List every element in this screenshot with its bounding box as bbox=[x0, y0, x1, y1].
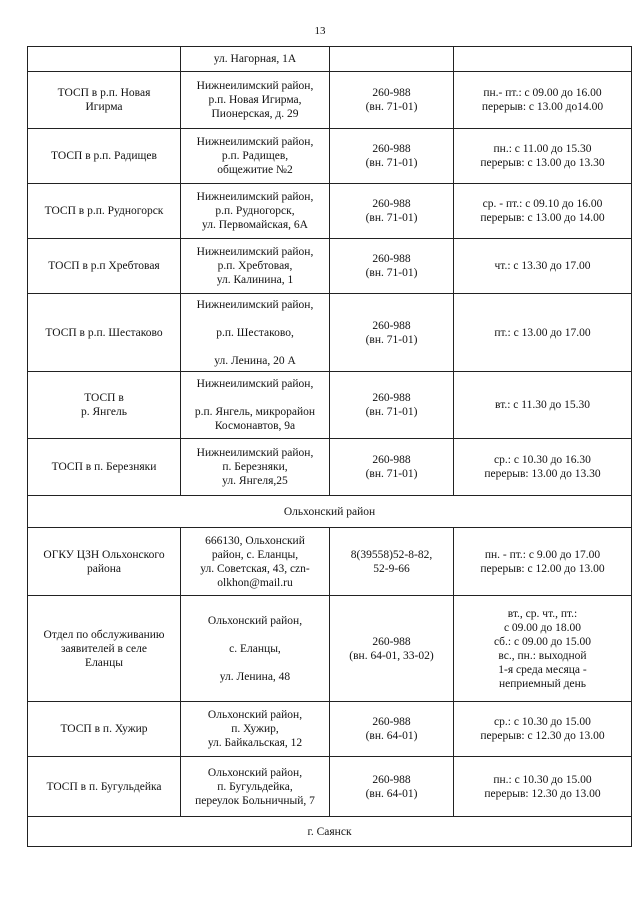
office-hours-cell: ср.: с 10.30 до 15.00 перерыв: с 12.30 до 13.00 bbox=[454, 702, 632, 757]
office-address-cell: Нижнеилимский район, р.п. Рудногорск, ул. Первомайская, 6А bbox=[181, 184, 330, 239]
office-phone-cell: 8(39558)52-8-82, 52-9-66 bbox=[330, 528, 454, 596]
office-hours-cell: пн. - пт.: с 9.00 до 17.00 перерыв: с 12.00 до 13.00 bbox=[454, 528, 632, 596]
table-row bbox=[28, 129, 632, 184]
table-row bbox=[28, 72, 632, 129]
office-address-cell: Нижнеилимский район, р.п. Новая Игирма, Пионерская, д. 29 bbox=[181, 72, 330, 129]
office-name-cell: ТОСП в р.п. Новая Игирма bbox=[28, 72, 181, 129]
table-row bbox=[28, 184, 632, 239]
office-hours-cell: вт.: с 11.30 до 15.30 bbox=[454, 372, 632, 439]
office-phone-cell: 260-988 (вн. 71-01) bbox=[330, 372, 454, 439]
office-name-cell: ТОСП в п. Березняки bbox=[28, 439, 181, 496]
office-phone-cell: 260-988 (вн. 71-01) bbox=[330, 294, 454, 372]
office-address-cell: 666130, Ольхонский район, с. Еланцы, ул. Советская, 43, czn- olkhon@mail.ru bbox=[181, 528, 330, 596]
office-address-cell: Нижнеилимский район, п. Березняки, ул. Янгеля,25 bbox=[181, 439, 330, 496]
table-row bbox=[28, 47, 632, 72]
office-name-cell: ТОСП в р.п. Радищев bbox=[28, 129, 181, 184]
office-address-cell: Нижнеилимский район, р.п. Янгель, микрорайон Космонавтов, 9а bbox=[181, 372, 330, 439]
office-address-cell: ул. Нагорная, 1А bbox=[181, 47, 330, 72]
page-number: 13 bbox=[314, 25, 326, 37]
office-address-cell: Нижнеилимский район, р.п. Хребтовая, ул. Калинина, 1 bbox=[181, 239, 330, 294]
table-row bbox=[28, 239, 632, 294]
office-phone-cell: 260-988 (вн. 71-01) bbox=[330, 184, 454, 239]
office-hours-cell: пт.: с 13.00 до 17.00 bbox=[454, 294, 632, 372]
office-address-cell: Ольхонский район, п. Хужир, ул. Байкальская, 12 bbox=[181, 702, 330, 757]
office-phone-cell bbox=[330, 47, 454, 72]
office-hours-cell: пн.: с 11.00 до 15.30 перерыв: с 13.00 до 13.30 bbox=[454, 129, 632, 184]
office-name-cell: ТОСП в р. Янгель bbox=[28, 372, 181, 439]
district-heading: г. Саянск bbox=[28, 817, 632, 847]
office-name-cell: ТОСП в р.п Хребтовая bbox=[28, 239, 181, 294]
office-hours-cell bbox=[454, 47, 632, 72]
section-row bbox=[28, 817, 632, 847]
office-phone-cell: 260-988 (вн. 71-01) bbox=[330, 439, 454, 496]
table-row bbox=[28, 757, 632, 817]
table-row bbox=[28, 372, 632, 439]
office-hours-cell: ср. - пт.: с 09.10 до 16.00 перерыв: с 13.00 до 14.00 bbox=[454, 184, 632, 239]
office-address-cell: Нижнеилимский район, р.п. Шестаково, ул. Ленина, 20 А bbox=[181, 294, 330, 372]
office-phone-cell: 260-988 (вн. 64-01) bbox=[330, 757, 454, 817]
district-heading: Ольхонский район bbox=[28, 496, 632, 528]
office-hours-cell: пн.- пт.: с 09.00 до 16.00 перерыв: с 13.00 до14.00 bbox=[454, 72, 632, 129]
section-row bbox=[28, 496, 632, 528]
office-name-cell bbox=[28, 47, 181, 72]
office-hours-cell: пн.: с 10.30 до 15.00 перерыв: 12.30 до 13.00 bbox=[454, 757, 632, 817]
office-address-cell: Нижнеилимский район, р.п. Радищев, общежитие №2 bbox=[181, 129, 330, 184]
office-address-cell: Ольхонский район, с. Еланцы, ул. Ленина, 48 bbox=[181, 596, 330, 702]
office-phone-cell: 260-988 (вн. 71-01) bbox=[330, 129, 454, 184]
office-address-cell: Ольхонский район, п. Бугульдейка, переулок Больничный, 7 bbox=[181, 757, 330, 817]
office-name-cell: ОГКУ ЦЗН Ольхонского района bbox=[28, 528, 181, 596]
office-name-cell: ТОСП в п. Хужир bbox=[28, 702, 181, 757]
table-row bbox=[28, 596, 632, 702]
table-row bbox=[28, 528, 632, 596]
office-phone-cell: 260-988 (вн. 71-01) bbox=[330, 239, 454, 294]
office-name-cell: Отдел по обслуживанию заявителей в селе Еланцы bbox=[28, 596, 181, 702]
office-hours-cell: вт., ср. чт., пт.: с 09.00 до 18.00 сб.: с 09.00 до 15.00 вс., пн.: выходной 1-я среда месяца - неприемный день bbox=[454, 596, 632, 702]
office-phone-cell: 260-988 (вн. 64-01) bbox=[330, 702, 454, 757]
table-row bbox=[28, 294, 632, 372]
office-phone-cell: 260-988 (вн. 64-01, 33-02) bbox=[330, 596, 454, 702]
table-row bbox=[28, 439, 632, 496]
office-phone-cell: 260-988 (вн. 71-01) bbox=[330, 72, 454, 129]
office-name-cell: ТОСП в р.п. Рудногорск bbox=[28, 184, 181, 239]
office-name-cell: ТОСП в п. Бугульдейка bbox=[28, 757, 181, 817]
table-row bbox=[28, 702, 632, 757]
offices-table bbox=[27, 46, 632, 847]
office-name-cell: ТОСП в р.п. Шестаково bbox=[28, 294, 181, 372]
office-hours-cell: ср.: с 10.30 до 16.30 перерыв: 13.00 до 13.30 bbox=[454, 439, 632, 496]
office-hours-cell: чт.: с 13.30 до 17.00 bbox=[454, 239, 632, 294]
